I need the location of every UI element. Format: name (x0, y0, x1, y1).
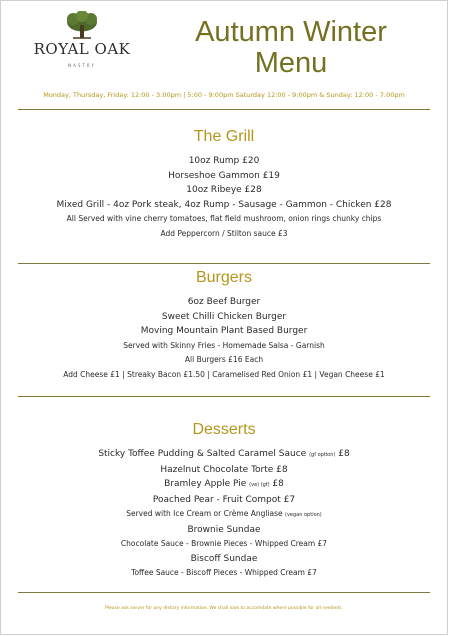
menu-title (156, 17, 426, 79)
logo-name: ROYAL OAK (33, 40, 131, 58)
grill-section (1, 128, 447, 241)
item-price: £8 (338, 449, 350, 459)
dietary-tag: (gf option) (309, 452, 336, 458)
dietary-footer: Please ask server for any dietary information. We shall look to accomdate where possible for all neededs. (105, 606, 343, 611)
royal-oak-logo (29, 11, 135, 68)
menu-title-line1: Autumn Winter (195, 16, 387, 48)
desserts-title: Desserts (192, 421, 256, 438)
menu-item: Biscoff Sundae (190, 553, 258, 564)
burgers-section (1, 269, 447, 382)
item-price: £8 (272, 479, 284, 489)
menu-note: Chocolate Sauce - Brownie Pieces - Whipped Cream £7 (120, 539, 328, 548)
menu-item: Poached Pear - Fruit Compot £7 (152, 494, 296, 505)
grill-title: The Grill (193, 128, 255, 145)
dietary-tag: (ve) (gf) (249, 482, 270, 488)
menu-item: 6oz Beef Burger (187, 297, 261, 307)
menu-note: All Burgers £16 Each (184, 355, 264, 364)
divider (18, 592, 430, 593)
menu-item: Hazelnut Chocolate Torte £8 (160, 464, 288, 475)
menu-note: Add Peppercorn / Stilton sauce £3 (160, 228, 288, 238)
menu-item: Sweet Chilli Chicken Burger (161, 311, 287, 322)
menu-item: Mixed Grill - 4oz Pork steak, 4oz Rump - Sausage - Gammon - Chicken £28 (56, 199, 392, 210)
menu-title-line2: Menu (254, 47, 328, 79)
item-name: Bramley Apple Pie (164, 479, 247, 489)
dietary-tag: (vegan option) (285, 512, 322, 518)
menu-note: Add Cheese £1 | Streaky Bacon £1.50 | Caramelised Red Onion £1 | Vegan Cheese £1 (63, 369, 385, 379)
burgers-title: Burgers (195, 269, 253, 286)
divider (18, 263, 430, 264)
desserts-section (1, 421, 447, 581)
menu-note: Toffee Sauce - Biscoff Pieces - Whipped Cream £7 (131, 568, 317, 577)
menu-item: Brownie Sundae (187, 524, 261, 535)
menu-item: Horseshoe Gammon £19 (168, 170, 280, 181)
menu-item (1, 447, 447, 463)
menu-header (1, 1, 447, 87)
note-text: Served with Ice Cream or Crème Angliase (126, 509, 283, 518)
menu-item: 10oz Ribeye £28 (186, 185, 262, 195)
menu-item: Moving Mountain Plant Based Burger (140, 326, 308, 336)
menu-note: Served with Skinny Fries - Homemade Salsa - Garnish (123, 340, 325, 350)
menu-item (1, 477, 447, 493)
menu-note (1, 507, 447, 523)
menu-note: All Served with vine cherry tomatoes, flat field mushroom, onion rings chunky chips (66, 214, 382, 223)
logo-subtitle: NASTRY (68, 63, 96, 68)
oak-tree-icon (65, 11, 99, 39)
opening-hours: Monday, Thursday, Friday: 12:00 - 3:00pm | 5:00 - 9:00pm Saturday 12:00 - 9:00pm & Sunday: 12:00 - 7:00pm (43, 91, 405, 99)
divider (18, 109, 430, 110)
menu-item: 10oz Rump £20 (188, 156, 260, 166)
item-name: Sticky Toffee Pudding & Salted Caramel Sauce (98, 449, 307, 459)
divider (18, 396, 430, 397)
